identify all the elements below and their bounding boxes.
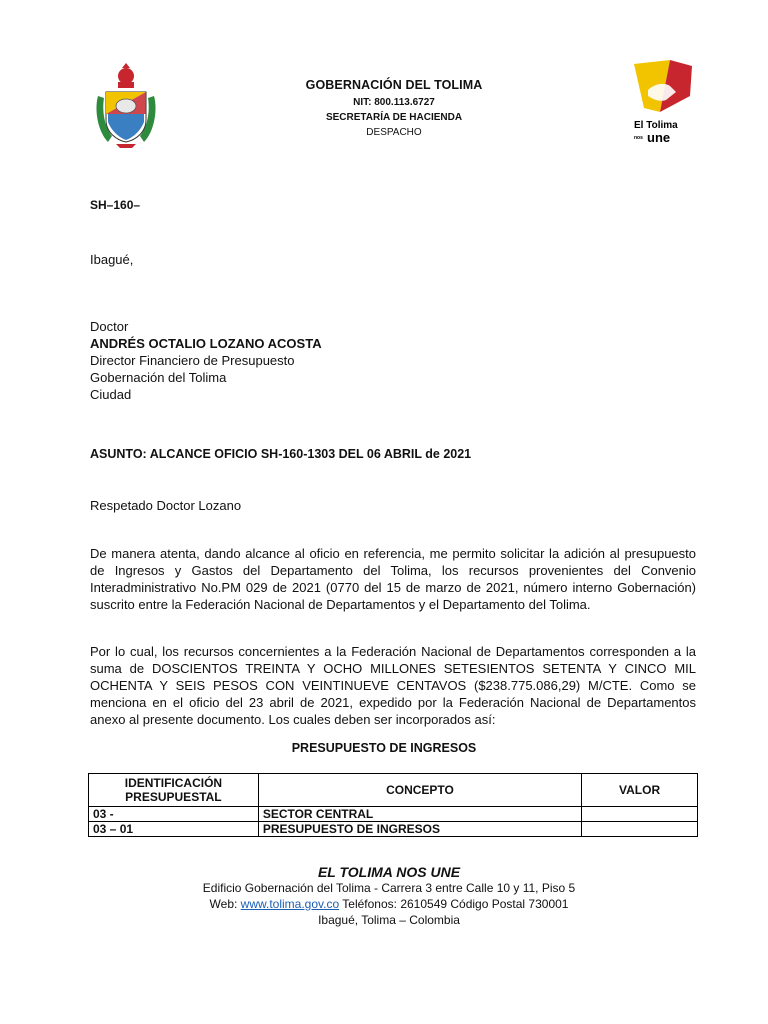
recipient-block xyxy=(90,318,322,403)
table-cell: PRESUPUESTO DE INGRESOS xyxy=(258,822,581,837)
footer-web-label: Web: xyxy=(209,897,238,911)
footer-web-link[interactable]: www.tolima.gov.co xyxy=(240,897,340,911)
body-paragraph-2: Por lo cual, los recursos concernientes a la Federación Nacional de Departamentos corresponden a la suma de DOSCIENTOS TREINTA Y OCHO MILLONES SETESIENTOS SETENTA Y CINCO MIL OCHENTA Y SEIS PESOS CON VEINTINUEVE CENTAVOS ($238.775.086,29) M/CTE. Como se menciona en el oficio del 23 abril de 2021, expedido por la Federación Nacional de Departamentos anexo al presente documento. Los cuales deben ser incorporados así: xyxy=(90,644,696,727)
nit-number: NIT: 800.113.6727 xyxy=(353,97,435,108)
table-cell: SECTOR CENTRAL xyxy=(258,807,581,822)
column-header-concept: CONCEPTO xyxy=(258,774,581,807)
footer-address: Edificio Gobernación del Tolima - Carrera 3 entre Calle 10 y 11, Piso 5 xyxy=(202,881,576,895)
organization-title: GOBERNACIÓN DEL TOLIMA xyxy=(305,78,483,92)
table-cell: 03 – 01 xyxy=(89,822,259,837)
unit-name: DESPACHO xyxy=(366,127,422,138)
footer-slogan: EL TOLIMA NOS UNE xyxy=(317,864,461,880)
letter-greeting: Respetado Doctor Lozano xyxy=(90,498,242,513)
office-name: SECRETARÍA DE HACIENDA xyxy=(325,112,463,123)
column-header-value: VALOR xyxy=(582,774,698,807)
recipient-position: Director Financiero de Presupuesto xyxy=(90,353,295,368)
table-row xyxy=(89,807,698,822)
table-row xyxy=(89,822,698,837)
recipient-name: ANDRÉS OCTALIO LOZANO ACOSTA xyxy=(90,336,322,351)
el-tolima-nos-une-logo xyxy=(630,56,696,146)
table-cell xyxy=(582,807,698,822)
table-cell xyxy=(582,822,698,837)
letter-city: Ibagué, xyxy=(90,252,134,267)
page-footer xyxy=(0,864,768,928)
body-paragraph-1: De manera atenta, dando alcance al oficio en referencia, me permito solicitar la adición al presupuesto de Ingresos y Gastos del Departamento del Tolima, los recursos provenientes del Convenio Interadministrativo No.PM 029 de 2021 (0770 del 15 de marzo de 2021, número interno Gobernación) suscrito entre la Federación Nacional de Departamentos y el Departamento del Tolima. xyxy=(90,546,696,612)
budget-table xyxy=(88,773,698,837)
recipient-entity: Gobernación del Tolima xyxy=(90,370,227,385)
recipient-salutation: Doctor xyxy=(90,319,129,334)
footer-phones: Teléfonos: 2610549 Código Postal 730001 xyxy=(342,897,569,911)
table-cell: 03 - xyxy=(89,807,259,822)
logo-text-3: une xyxy=(647,130,671,145)
table-title: PRESUPUESTO DE INGRESOS xyxy=(291,741,477,755)
column-header-identification: IDENTIFICACIÓN PRESUPUESTAL xyxy=(89,774,259,807)
table-header-row xyxy=(89,774,698,807)
letter-subject: ASUNTO: ALCANCE OFICIO SH-160-1303 DEL 06 ABRIL de 2021 xyxy=(90,447,472,461)
footer-contact xyxy=(10,896,768,912)
document-reference: SH–160– xyxy=(90,198,141,212)
recipient-place: Ciudad xyxy=(90,387,132,402)
footer-city: Ibagué, Tolima – Colombia xyxy=(318,913,460,927)
logo-text-1: El Tolima xyxy=(634,120,678,131)
logo-text-2: nos xyxy=(634,135,643,141)
